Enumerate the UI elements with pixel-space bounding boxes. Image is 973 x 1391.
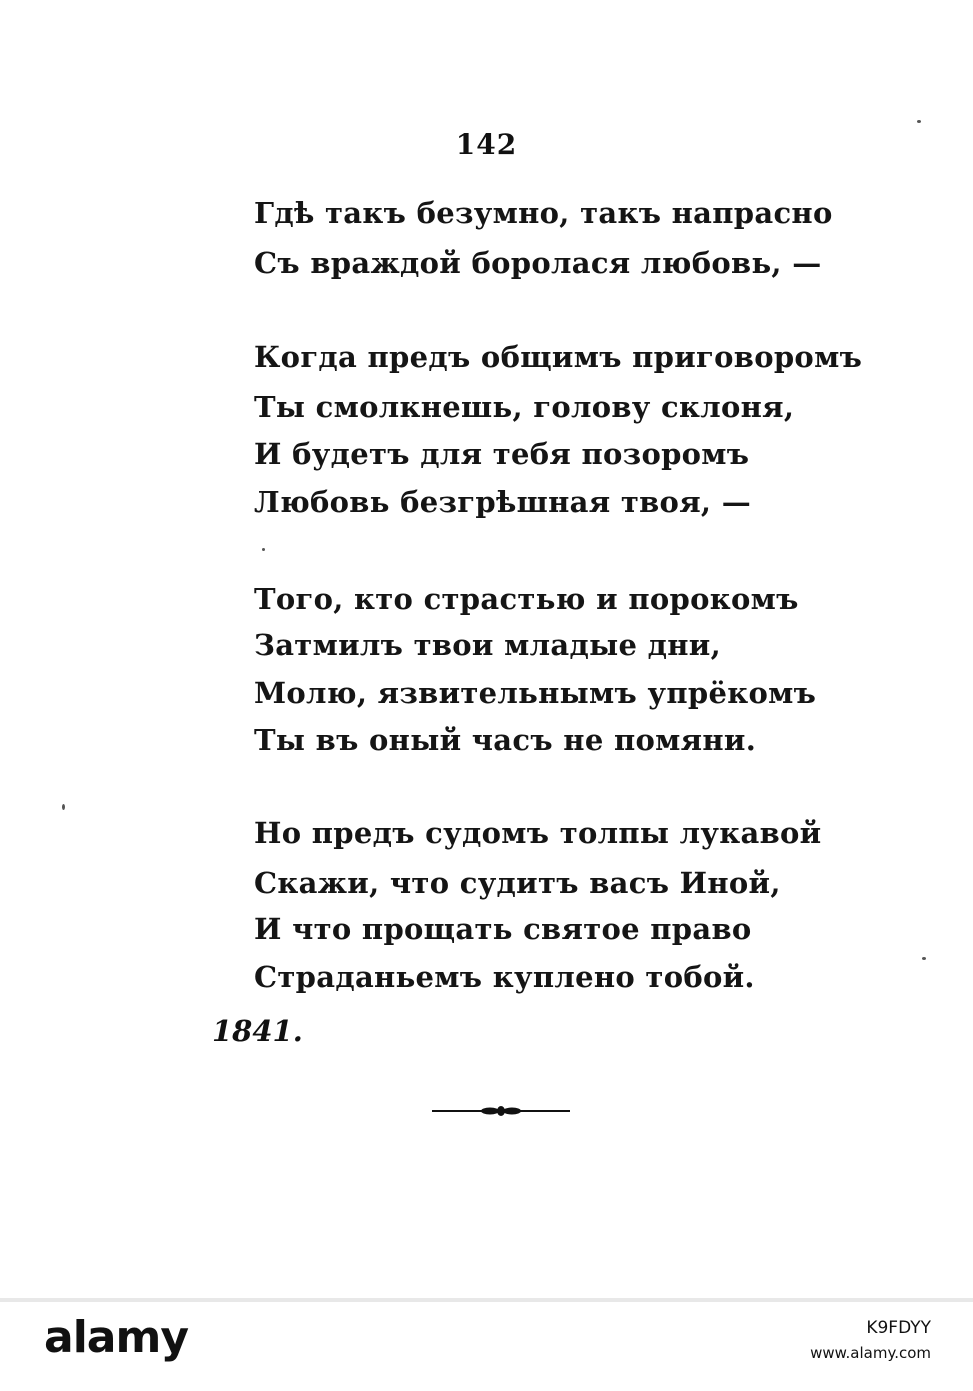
page-number: 142 — [455, 128, 518, 161]
poem-line: И будетъ для тебя позоромъ — [254, 437, 750, 471]
poem-line: И что прощать святое право — [254, 912, 752, 946]
poem-line: Страданьемъ куплено тобой. — [254, 960, 755, 994]
alamy-logo: alamy — [44, 1312, 188, 1363]
poem-line: Съ враждой боролася любовь, — — [254, 246, 822, 280]
scan-speck — [922, 957, 926, 960]
poem-line: Того, кто страстью и порокомъ — [254, 582, 799, 616]
poem-line: Затмилъ твои младые дни, — [254, 628, 721, 662]
scan-speck — [917, 120, 921, 123]
poem-line: Когда предъ общимъ приговоромъ — [254, 340, 863, 374]
poem-line: Молю, язвительнымъ упрёкомъ — [254, 676, 817, 710]
poem-line: Но предъ судомъ толпы лукавой — [254, 816, 822, 850]
scan-speck — [262, 548, 265, 551]
poem-line: Ты въ оный часъ не помяни. — [254, 723, 757, 757]
poem-line: Ты смолкнешь, голову склоня, — [254, 390, 795, 424]
poem-line: Скажи, что судитъ васъ Иной, — [254, 866, 781, 900]
poem-line: Гдѣ такъ безумно, такъ напрасно — [254, 196, 833, 230]
end-ornament — [430, 1102, 572, 1120]
image-id: K9FDYY — [866, 1318, 931, 1338]
poem-line: Любовь безгрѣшная твоя, — — [254, 485, 752, 519]
site-url: www.alamy.com — [810, 1344, 931, 1362]
scan-speck — [62, 804, 65, 810]
poem-year: 1841. — [212, 1014, 303, 1048]
footer-divider — [0, 1298, 973, 1302]
